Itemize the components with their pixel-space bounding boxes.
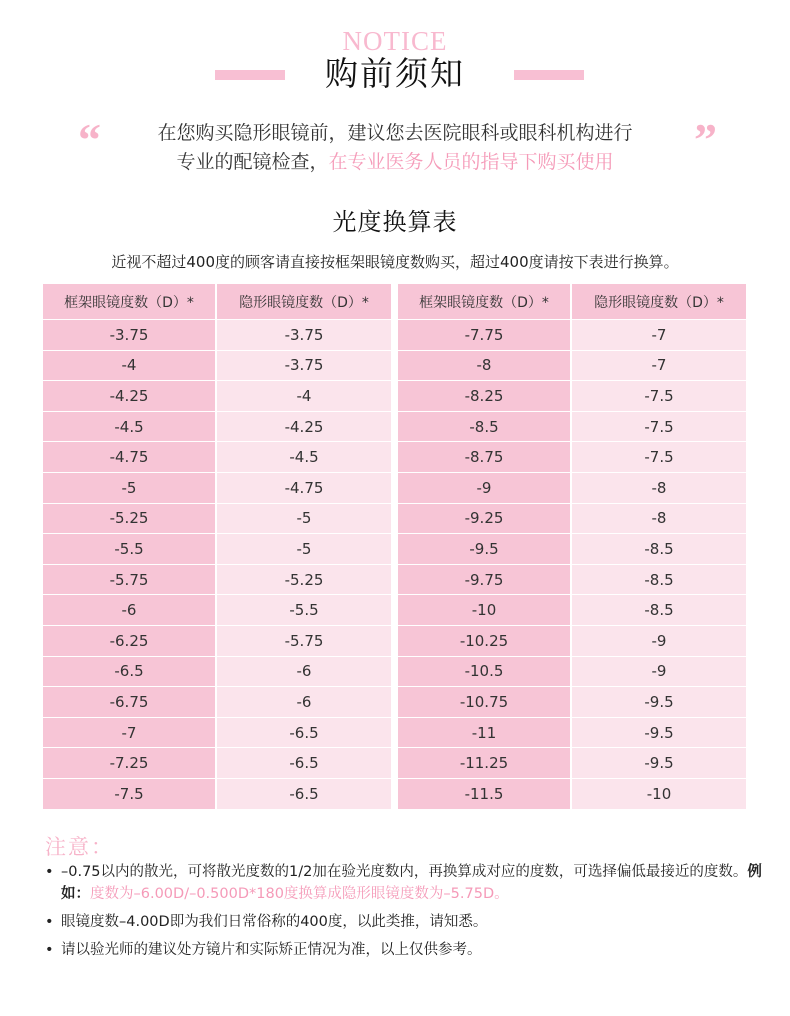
- contact-power-cell: -7: [572, 320, 746, 351]
- table-row: [398, 657, 746, 688]
- header-contact-power: 隐形眼镜度数（D）*: [572, 284, 746, 320]
- contact-power-cell: -7.5: [572, 442, 746, 473]
- frame-power-cell: -9.5: [398, 534, 572, 565]
- contact-power-cell: -9: [572, 657, 746, 688]
- table-row: [43, 626, 391, 657]
- note-2-text: 眼镜度数–4.00D即为我们日常俗称的400度，以此类推，请知悉。: [61, 914, 488, 930]
- header-frame-power: 框架眼镜度数（D）*: [398, 284, 572, 320]
- contact-power-cell: -5: [217, 534, 391, 565]
- table-row: [398, 626, 746, 657]
- contact-power-cell: -8.5: [572, 534, 746, 565]
- frame-power-cell: -5.5: [43, 534, 217, 565]
- table-row: [43, 412, 391, 443]
- contact-power-cell: -3.75: [217, 351, 391, 382]
- table-row: [43, 473, 391, 504]
- frame-power-cell: -9: [398, 473, 572, 504]
- conversion-table-left: [43, 284, 391, 810]
- table-body-left: [43, 320, 391, 810]
- note-item-3: [43, 939, 763, 961]
- section-title: 光度换算表: [332, 208, 458, 236]
- note-1-example-label: 例如：: [61, 864, 762, 902]
- note-1-text: –0.75以内的散光，可将散光度数的1/2加在验光度数内，再换算成对应的度数，可选择偏低最接近的度数。: [61, 864, 748, 880]
- frame-power-cell: -3.75: [43, 320, 217, 351]
- contact-power-cell: -9: [572, 626, 746, 657]
- table-row: [398, 381, 746, 412]
- contact-power-cell: -9.5: [572, 687, 746, 718]
- table-row: [398, 320, 746, 351]
- frame-power-cell: -5: [43, 473, 217, 504]
- contact-power-cell: -8: [572, 504, 746, 535]
- table-row: [43, 534, 391, 565]
- contact-power-cell: -6.5: [217, 718, 391, 749]
- open-quote-icon: “: [78, 114, 101, 165]
- contact-power-cell: -4.25: [217, 412, 391, 443]
- table-row: [43, 748, 391, 779]
- table-row: [398, 718, 746, 749]
- section-description: 近视不超过400度的顾客请直接按框架眼镜度数购买，超过400度请按下表进行换算。: [111, 253, 679, 271]
- frame-power-cell: -10.5: [398, 657, 572, 688]
- contact-power-cell: -8: [572, 473, 746, 504]
- table-row: [43, 320, 391, 351]
- frame-power-cell: -4.5: [43, 412, 217, 443]
- frame-power-cell: -7.75: [398, 320, 572, 351]
- frame-power-cell: -5.25: [43, 504, 217, 535]
- table-row: [43, 351, 391, 382]
- contact-power-cell: -6: [217, 687, 391, 718]
- page-title: 购前须知: [325, 54, 465, 93]
- table-row: [398, 595, 746, 626]
- table-row: [43, 504, 391, 535]
- contact-power-cell: -4.75: [217, 473, 391, 504]
- frame-power-cell: -4: [43, 351, 217, 382]
- contact-power-cell: -3.75: [217, 320, 391, 351]
- frame-power-cell: -5.75: [43, 565, 217, 596]
- note-3-text: 请以验光师的建议处方镜片和实际矫正情况为准，以上仅供参考。: [61, 942, 482, 958]
- note-item-2: [43, 911, 763, 933]
- note-item-1: [43, 861, 763, 905]
- table-row: [43, 687, 391, 718]
- header-contact-power: 隐形眼镜度数（D）*: [217, 284, 391, 320]
- table-row: [43, 779, 391, 810]
- table-row: [398, 473, 746, 504]
- intro-line-2-normal: 专业的配镜检查，: [176, 151, 329, 173]
- table-row: [398, 565, 746, 596]
- table-row: [43, 565, 391, 596]
- intro-line-1: 在您购买隐形眼镜前，建议您去医院眼科或眼科机构进行: [157, 122, 633, 144]
- frame-power-cell: -7.5: [43, 779, 217, 810]
- contact-power-cell: -7: [572, 351, 746, 382]
- contact-power-cell: -5.75: [217, 626, 391, 657]
- table-row: [398, 534, 746, 565]
- contact-power-cell: -6: [217, 657, 391, 688]
- intro-line-2-pink: 在专业医务人员的指导下购买使用: [328, 151, 614, 173]
- frame-power-cell: -8.75: [398, 442, 572, 473]
- conversion-table-right: [398, 284, 746, 810]
- contact-power-cell: -5.5: [217, 595, 391, 626]
- table-row: [398, 748, 746, 779]
- table-row: [398, 779, 746, 810]
- table-body-right: [398, 320, 746, 810]
- notes-title: 注意：: [45, 835, 114, 859]
- contact-power-cell: -4: [217, 381, 391, 412]
- frame-power-cell: -10: [398, 595, 572, 626]
- table-row: [43, 442, 391, 473]
- frame-power-cell: -7.25: [43, 748, 217, 779]
- frame-power-cell: -11.25: [398, 748, 572, 779]
- table-header-row: [43, 284, 391, 320]
- frame-power-cell: -9.25: [398, 504, 572, 535]
- contact-power-cell: -8.5: [572, 565, 746, 596]
- frame-power-cell: -6.25: [43, 626, 217, 657]
- frame-power-cell: -8.25: [398, 381, 572, 412]
- note-1-example: 度数为–6.00D/–0.500D*180度换算成隐形眼镜度数为–5.75D。: [90, 886, 509, 902]
- frame-power-cell: -11.5: [398, 779, 572, 810]
- frame-power-cell: -4.25: [43, 381, 217, 412]
- close-quote-icon: ”: [694, 114, 717, 165]
- table-row: [398, 504, 746, 535]
- contact-power-cell: -7.5: [572, 381, 746, 412]
- notes-list: [43, 861, 763, 967]
- contact-power-cell: -9.5: [572, 748, 746, 779]
- frame-power-cell: -7: [43, 718, 217, 749]
- contact-power-cell: -10: [572, 779, 746, 810]
- frame-power-cell: -9.75: [398, 565, 572, 596]
- contact-power-cell: -6.5: [217, 779, 391, 810]
- contact-power-cell: -9.5: [572, 718, 746, 749]
- table-row: [398, 687, 746, 718]
- frame-power-cell: -6.75: [43, 687, 217, 718]
- contact-power-cell: -8.5: [572, 595, 746, 626]
- bullet: •: [45, 864, 54, 880]
- notice-english: NOTICE: [342, 26, 448, 56]
- table-row: [43, 657, 391, 688]
- header-frame-power: 框架眼镜度数（D）*: [43, 284, 217, 320]
- table-header-row: [398, 284, 746, 320]
- frame-power-cell: -8: [398, 351, 572, 382]
- table-row: [398, 351, 746, 382]
- contact-power-cell: -5: [217, 504, 391, 535]
- bullet: •: [45, 914, 54, 930]
- intro-line-2: [0, 147, 790, 177]
- table-row: [43, 595, 391, 626]
- frame-power-cell: -11: [398, 718, 572, 749]
- bullet: •: [45, 942, 54, 958]
- table-row: [43, 718, 391, 749]
- frame-power-cell: -10.25: [398, 626, 572, 657]
- frame-power-cell: -6.5: [43, 657, 217, 688]
- frame-power-cell: -8.5: [398, 412, 572, 443]
- table-row: [398, 412, 746, 443]
- table-row: [43, 381, 391, 412]
- frame-power-cell: -4.75: [43, 442, 217, 473]
- contact-power-cell: -4.5: [217, 442, 391, 473]
- contact-power-cell: -7.5: [572, 412, 746, 443]
- contact-power-cell: -5.25: [217, 565, 391, 596]
- frame-power-cell: -10.75: [398, 687, 572, 718]
- contact-power-cell: -6.5: [217, 748, 391, 779]
- table-row: [398, 442, 746, 473]
- frame-power-cell: -6: [43, 595, 217, 626]
